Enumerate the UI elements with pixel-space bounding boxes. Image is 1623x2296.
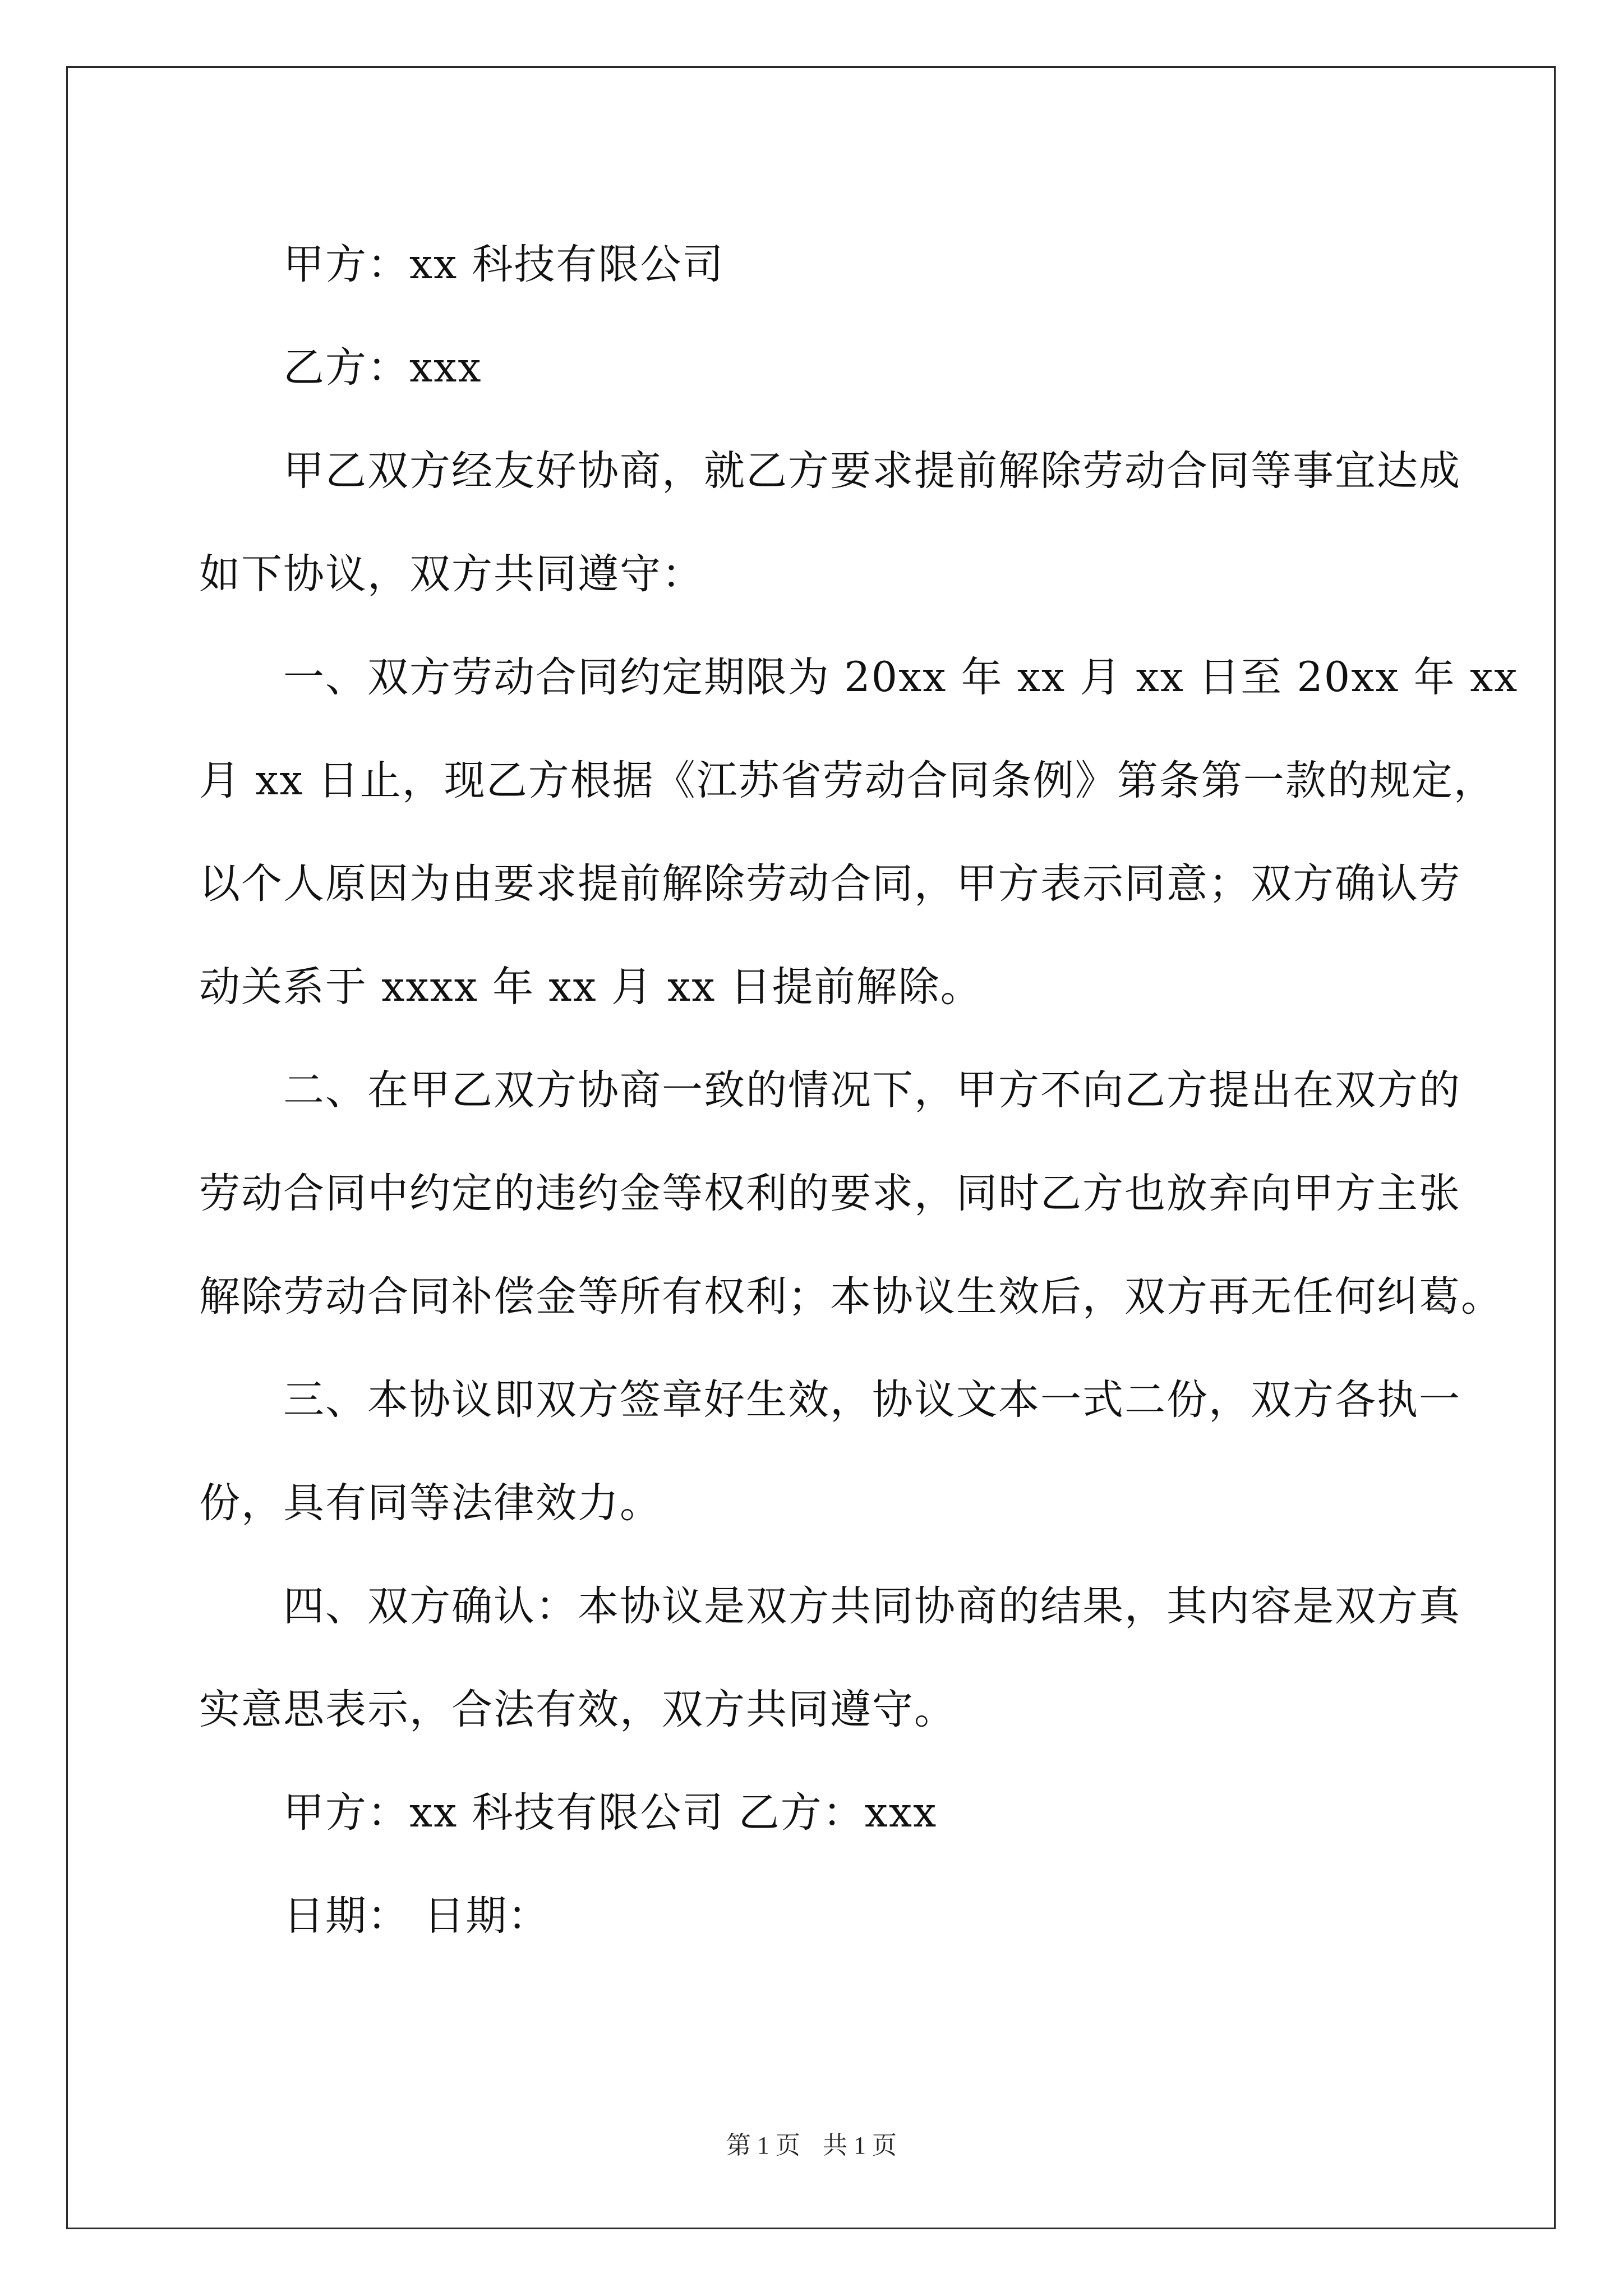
party-a-line: 甲方：xx 科技有限公司	[283, 241, 725, 288]
clause-one-line: 动关系于 xxxx 年 xx 月 xx 日提前解除。	[199, 963, 983, 1011]
clause-three-line: 份，具有同等法律效力。	[199, 1479, 662, 1527]
clause-two-line: 二、在甲乙双方协商一致的情况下，甲方不向乙方提出在双方的	[283, 1066, 1461, 1114]
clause-one-line: 一、双方劳动合同约定期限为 20xx 年 xx 月 xx 日至 20xx 年 xx	[283, 654, 1519, 701]
signature-line: 甲方：xx 科技有限公司 乙方：xxx	[283, 1789, 938, 1837]
clause-one-line: 以个人原因为由要求提前解除劳动合同，甲方表示同意；双方确认劳	[199, 860, 1461, 908]
clause-two-line: 解除劳动合同补偿金等所有权利；本协议生效后，双方再无任何纠葛。	[199, 1273, 1503, 1320]
clause-four-line: 实意思表示，合法有效，双方共同遵守。	[199, 1686, 956, 1733]
clause-three-line: 三、本协议即双方签章好生效，协议文本一式二份，双方各执一	[283, 1376, 1461, 1424]
page-footer	[0, 2129, 1623, 2162]
party-b-line: 乙方：xxx	[283, 344, 482, 392]
clause-four-line: 四、双方确认：本协议是双方共同协商的结果，其内容是双方真	[283, 1582, 1461, 1630]
page-number: 第 1 页	[726, 2132, 800, 2159]
document-body	[199, 213, 1519, 1968]
clause-two-line: 劳动合同中约定的违约金等权利的要求，同时乙方也放弃向甲方主张	[199, 1170, 1461, 1217]
date-line: 日期： 日期：	[283, 1892, 550, 1940]
intro-paragraph-line: 甲乙双方经友好协商，就乙方要求提前解除劳动合同等事宜达成	[283, 447, 1461, 495]
page-total: 共 1 页	[823, 2132, 897, 2159]
clause-one-line: 月 xx 日止，现乙方根据《江苏省劳动合同条例》第条第一款的规定，	[199, 757, 1496, 804]
intro-paragraph-line: 如下协议，双方共同遵守：	[199, 550, 704, 598]
